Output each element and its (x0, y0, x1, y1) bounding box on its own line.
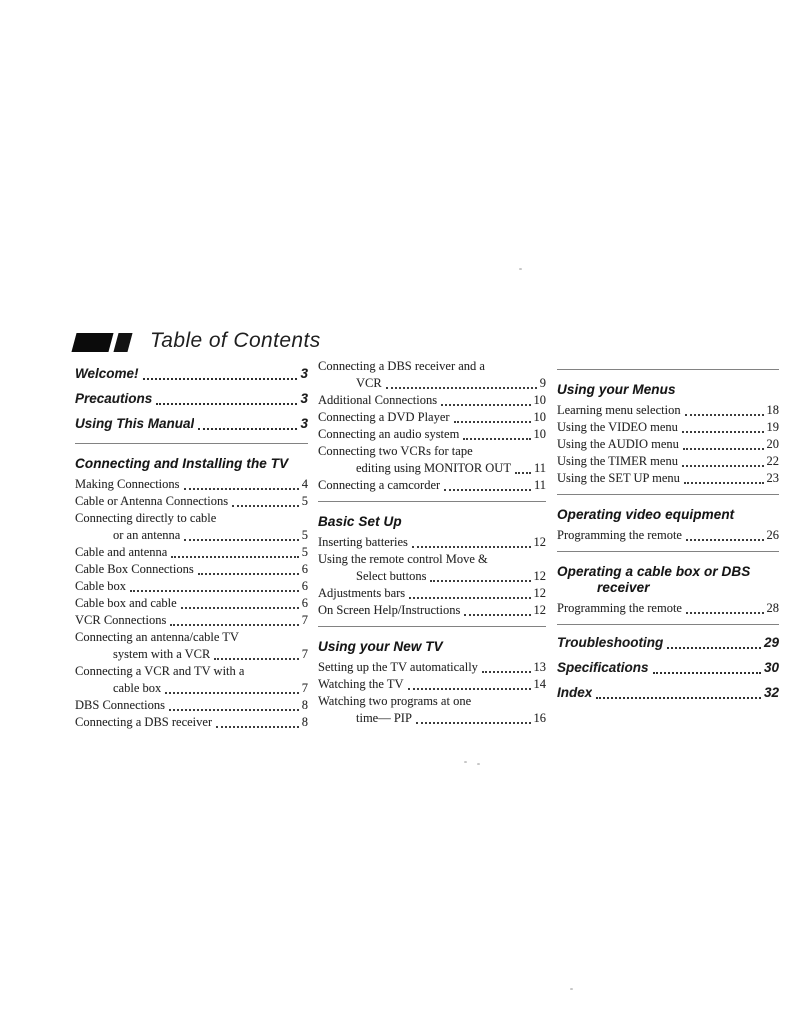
entry-label: DBS Connections (75, 698, 165, 712)
entry-label: Cable or Antenna Connections (75, 494, 229, 508)
dot-leader (684, 482, 764, 484)
section-divider (557, 624, 779, 625)
page-number: 11 (533, 461, 546, 475)
toc-mark-block-large (71, 333, 113, 352)
dot-leader (464, 614, 530, 616)
page-number: 8 (301, 698, 308, 712)
section-heading-text: Operating a cable box or DBS (557, 564, 751, 579)
dot-leader (171, 556, 298, 558)
dot-leader (686, 612, 764, 614)
toc-entry-line (557, 470, 779, 487)
toc-entry-line (75, 595, 308, 612)
toc-entry-line (75, 697, 308, 714)
entry-label: Inserting batteries (318, 535, 408, 549)
toc-entry-line (318, 443, 546, 460)
dot-leader (416, 722, 531, 724)
dot-leader (515, 472, 531, 474)
section-divider (318, 626, 546, 627)
dot-leader (482, 671, 531, 673)
entry-label: On Screen Help/Instructions (318, 603, 461, 617)
entry-label: Index (557, 685, 593, 700)
entry-label: Learning menu selection (557, 403, 681, 417)
dot-leader (685, 414, 764, 416)
entry-label: Connecting an audio system (318, 427, 460, 441)
entry-label: Connecting an antenna/cable TV (75, 630, 239, 644)
entry-label: Using the AUDIO menu (557, 437, 679, 451)
entry-label: system with a VCR (113, 647, 211, 661)
section-heading (557, 564, 779, 596)
page-number: 32 (763, 685, 779, 700)
section-heading (318, 514, 546, 530)
toc-entry-line (75, 411, 308, 436)
entry-label: VCR (356, 376, 382, 390)
dot-leader (170, 624, 298, 626)
dot-leader (214, 658, 298, 660)
dot-leader (184, 539, 298, 541)
page-number: 6 (301, 596, 308, 610)
toc-entry-line (318, 460, 546, 477)
toc-entry-line (75, 386, 308, 411)
dot-leader (232, 505, 299, 507)
page-number: 4 (301, 477, 308, 491)
dot-leader (683, 448, 764, 450)
toc-entry-line (75, 629, 308, 646)
toc-entry-line (318, 358, 546, 375)
section-heading-text: Basic Set Up (318, 514, 402, 529)
dot-leader (216, 726, 299, 728)
toc-entry-line (75, 680, 308, 697)
entry-label: Using the TIMER menu (557, 454, 678, 468)
section-heading (557, 507, 779, 523)
toc-entry-line (75, 510, 308, 527)
dot-leader (156, 403, 297, 405)
dot-leader (184, 488, 299, 490)
page-number: 7 (301, 647, 308, 661)
toc-entry-line (318, 602, 546, 619)
page-number: 18 (766, 403, 779, 417)
entry-label: Welcome! (75, 366, 139, 381)
toc-entry-line (318, 710, 546, 727)
page-number: 23 (766, 471, 779, 485)
entry-label: Connecting a DBS receiver (75, 715, 213, 729)
entry-label: Connecting two VCRs for tape (318, 444, 473, 458)
page-number: 5 (301, 528, 308, 542)
toc-mark-icon (71, 333, 132, 352)
page-number: 7 (301, 681, 308, 695)
toc-entry-line (318, 477, 546, 494)
toc-entry-line (318, 676, 546, 693)
toc-entry-line (557, 600, 779, 617)
page-number: 3 (300, 416, 308, 431)
section-heading-text: Using your Menus (557, 382, 676, 397)
page-number: 11 (533, 478, 546, 492)
dot-leader (686, 539, 764, 541)
entry-label: Watching two programs at one (318, 694, 472, 708)
page-number: 20 (766, 437, 779, 451)
toc-entry-line (75, 612, 308, 629)
toc-entry-line (557, 436, 779, 453)
toc-entry-line (75, 476, 308, 493)
entry-label: Programming the remote (557, 528, 682, 542)
section-heading-text: Connecting and Installing the TV (75, 456, 289, 471)
dot-leader (682, 431, 764, 433)
entry-label: Cable and antenna (75, 545, 168, 559)
toc-entry-line (75, 646, 308, 663)
section-heading (557, 382, 779, 398)
toc-entry-line (75, 527, 308, 544)
dot-leader (169, 709, 299, 711)
section-heading-text: receiver (597, 580, 650, 595)
section-divider (557, 551, 779, 552)
dot-leader (454, 421, 531, 423)
dot-leader (430, 580, 530, 582)
page-number: 19 (766, 420, 779, 434)
section-divider (75, 443, 308, 444)
dot-leader (181, 607, 299, 609)
entry-label: Cable box (75, 579, 127, 593)
page-number: 10 (533, 393, 546, 407)
dot-leader (143, 378, 298, 380)
entry-label: Select buttons (356, 569, 427, 583)
dot-leader (412, 546, 531, 548)
section-heading (75, 456, 308, 472)
page-number: 16 (533, 711, 546, 725)
toc-mark-block-small (113, 333, 132, 352)
toc-entry-line (318, 585, 546, 602)
section-divider (318, 501, 546, 502)
toc-entry-line (318, 534, 546, 551)
dot-leader (409, 597, 530, 599)
dot-leader (667, 647, 761, 649)
entry-label: Programming the remote (557, 601, 682, 615)
entry-label: Additional Connections (318, 393, 438, 407)
toc-entry-line (318, 659, 546, 676)
dot-leader (408, 688, 531, 690)
toc-entry-line (557, 655, 779, 680)
toc-entry-line (557, 680, 779, 705)
entry-label: Making Connections (75, 477, 180, 491)
toc-entry-line (557, 453, 779, 470)
toc-entry-line (318, 392, 546, 409)
page-number: 29 (763, 635, 779, 650)
entry-label: Precautions (75, 391, 153, 406)
page-number: 12 (533, 569, 546, 583)
toc-entry-line (75, 361, 308, 386)
page-number: 10 (533, 427, 546, 441)
dot-leader (130, 590, 299, 592)
toc-column-left (75, 361, 308, 731)
page-number: 5 (301, 494, 308, 508)
page-number: 7 (301, 613, 308, 627)
entry-label: editing using MONITOR OUT (356, 461, 511, 475)
page-number: 28 (766, 601, 779, 615)
dot-leader (198, 428, 297, 430)
entry-label: Connecting directly to cable (75, 511, 217, 525)
page-number: 5 (301, 545, 308, 559)
toc-entry-line (75, 561, 308, 578)
page-number: 14 (533, 677, 546, 691)
page-number: 6 (301, 562, 308, 576)
entry-label: time— PIP (356, 711, 412, 725)
scan-speckle (570, 988, 573, 990)
page-number: 12 (533, 586, 546, 600)
toc-entry-line (318, 551, 546, 568)
scan-speckle (477, 763, 480, 765)
page-title: Table of Contents (150, 329, 321, 352)
entry-label: Connecting a VCR and TV with a (75, 664, 245, 678)
page-number: 10 (533, 410, 546, 424)
toc-entry-line (75, 544, 308, 561)
entry-label: Using the SET UP menu (557, 471, 680, 485)
toc-entry-line (75, 493, 308, 510)
entry-label: Connecting a camcorder (318, 478, 441, 492)
dot-leader (198, 573, 299, 575)
entry-label: Setting up the TV automatically (318, 660, 478, 674)
page-number: 13 (533, 660, 546, 674)
page-number: 26 (766, 528, 779, 542)
entry-label: Specifications (557, 660, 649, 675)
page-number: 3 (300, 366, 308, 381)
entry-label: Cable Box Connections (75, 562, 194, 576)
toc-entry-line (75, 663, 308, 680)
toc-entry-line (318, 426, 546, 443)
toc-column-middle (318, 358, 546, 727)
dot-leader (165, 692, 299, 694)
entry-label: Adjustments bars (318, 586, 406, 600)
scan-speckle (519, 268, 522, 270)
toc-entry-line (557, 527, 779, 544)
toc-column-right (557, 362, 779, 705)
toc-entry-line (318, 693, 546, 710)
dot-leader (463, 438, 530, 440)
entry-label: Using This Manual (75, 416, 195, 431)
toc-entry-line (557, 630, 779, 655)
entry-label: or an antenna (113, 528, 181, 542)
dot-leader (444, 489, 531, 491)
entry-label: Watching the TV (318, 677, 404, 691)
section-divider (557, 494, 779, 495)
section-heading-text: Operating video equipment (557, 507, 735, 522)
dot-leader (653, 672, 761, 674)
toc-entry-line (318, 409, 546, 426)
toc-entry-line (75, 714, 308, 731)
scan-speckle (464, 761, 467, 763)
entry-label: Cable box and cable (75, 596, 177, 610)
toc-entry-line (557, 419, 779, 436)
toc-entry-line (318, 375, 546, 392)
section-heading (318, 639, 546, 655)
toc-entry-line (557, 402, 779, 419)
entry-label: VCR Connections (75, 613, 167, 627)
toc-entry-line (318, 568, 546, 585)
entry-label: cable box (113, 681, 162, 695)
page-number: 12 (533, 535, 546, 549)
dot-leader (441, 404, 530, 406)
dot-leader (596, 697, 761, 699)
section-divider (557, 369, 779, 370)
entry-label: Troubleshooting (557, 635, 664, 650)
page-header (74, 329, 321, 353)
dot-leader (386, 387, 537, 389)
page-number: 6 (301, 579, 308, 593)
entry-label: Using the VIDEO menu (557, 420, 678, 434)
page-number: 8 (301, 715, 308, 729)
section-heading-text: Using your New TV (318, 639, 443, 654)
entry-label: Connecting a DVD Player (318, 410, 450, 424)
entry-label: Connecting a DBS receiver and a (318, 359, 485, 373)
page-number: 30 (763, 660, 779, 675)
page-number: 3 (300, 391, 308, 406)
dot-leader (682, 465, 764, 467)
page-number: 22 (766, 454, 779, 468)
toc-entry-line (75, 578, 308, 595)
page-number: 12 (533, 603, 546, 617)
entry-label: Using the remote control Move & (318, 552, 488, 566)
page-number: 9 (539, 376, 546, 390)
